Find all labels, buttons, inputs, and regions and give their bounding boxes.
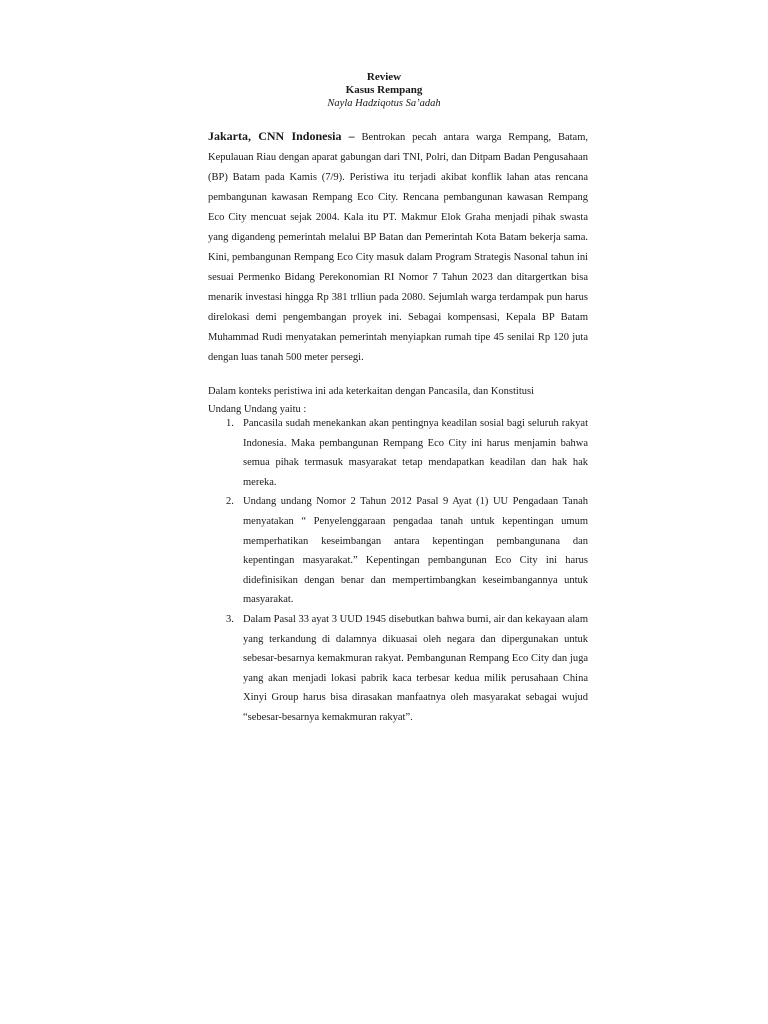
- lead-body: Bentrokan pecah antara warga Rempang, Batam, Kepulauan Riau dengan aparat gabungan dari TNI, Polri, dan Ditpam Badan Pengusahaan (BP) Batam pada Kamis (7/9). Peristiwa itu terjadi akibat konflik lahan atas rencana pembangunan kawasan Rempang Eco City. Rencana pembangunan kawasan Rempang Eco City mencuat sejak 2004. Kala itu PT. Makmur Elok Graha menjadi pihak swasta yang digandeng pemerintah melalui BP Batan dan Pemerintah Kota Batam bekerja sama. Kini, pembangunan Rempang Eco City masuk dalam Program Strategis Nasonal tahun ini sesuai Permenko Bidang Perekonomian RI Nomor 7 Tahun 2023 dan ditargertkan bisa menarik investasi hingga Rp 381 trlliun pada 2080. Sejumlah warga terdampak pun harus direlokasi demi pengembangan proyek ini. Sebagai kompensasi, Kepala BP Batam Muhammad Rudi menyatakan pemerintah menyiapkan rumah tipe 45 senilai Rp 120 juta dengan luas tanah 500 meter persegi.: [208, 132, 589, 363]
- list-item: [208, 492, 588, 610]
- list-item-number: 3.: [226, 613, 234, 625]
- numbered-list: [208, 414, 588, 728]
- lead-paragraph: [208, 126, 588, 368]
- intro-line-2: Undang Undang yaitu :: [208, 404, 307, 415]
- document-header: [0, 71, 768, 110]
- document-title-line-1: Review: [366, 71, 402, 83]
- author-name: Nayla Hadziqotus Sa’adah: [327, 98, 441, 109]
- list-item-number: 1.: [226, 418, 234, 429]
- list-item-number: 2.: [226, 496, 234, 508]
- document-title-line-2: Kasus Rempang: [345, 84, 423, 96]
- list-item-text: Undang undang Nomor 2 Tahun 2012 Pasal 9 Ayat (1) UU Pengadaan Tanah menyatakan “ Penyelenggaraan pengadaa tanah untuk kepentingan umum memperhatikan keseimbangan antara kepentingan pembangunana dan kepentingan masyarakat.” Kepentingan pembangunan Eco City ini harus didefinisikan dengan benar dan mempertimbangkan keseimbangannya untuk masyarakat.: [243, 496, 588, 606]
- list-item: [208, 610, 588, 728]
- list-item-text: Dalam Pasal 33 ayat 3 UUD 1945 disebutkan bahwa bumi, air dan kekayaan alam yang terkandung di dalamnya dikuasai oleh negara dan dipergunakan untuk sebesar-besarnya kemakmuran rakyat. Pembangunan Rempang Eco City dan juga yang akan menjadi lokasi pabrik kaca terbesar kedua milik perusahaan China Xinyi Group harus bisa dirasakan manfaatnya oleh masyarakat sebagai wujud “sebesar-besarnya kemakmuran rakyat”.: [243, 613, 588, 723]
- dateline: Jakarta, CNN Indonesia –: [208, 129, 355, 143]
- list-item-text: Pancasila sudah menekankan akan pentingnya keadilan sosial bagi seluruh rakyat Indonesia. Maka pembangunan Rempang Eco City ini harus menjamin bahwa semua pihak termasuk masyarakat tetap mendapatkan keadilan dan hak hak mereka.: [243, 418, 588, 488]
- list-item: [208, 414, 588, 492]
- intro-line-1: Dalam konteks peristiwa ini ada keterkaitan dengan Pancasila, dan Konstitusi: [208, 386, 534, 397]
